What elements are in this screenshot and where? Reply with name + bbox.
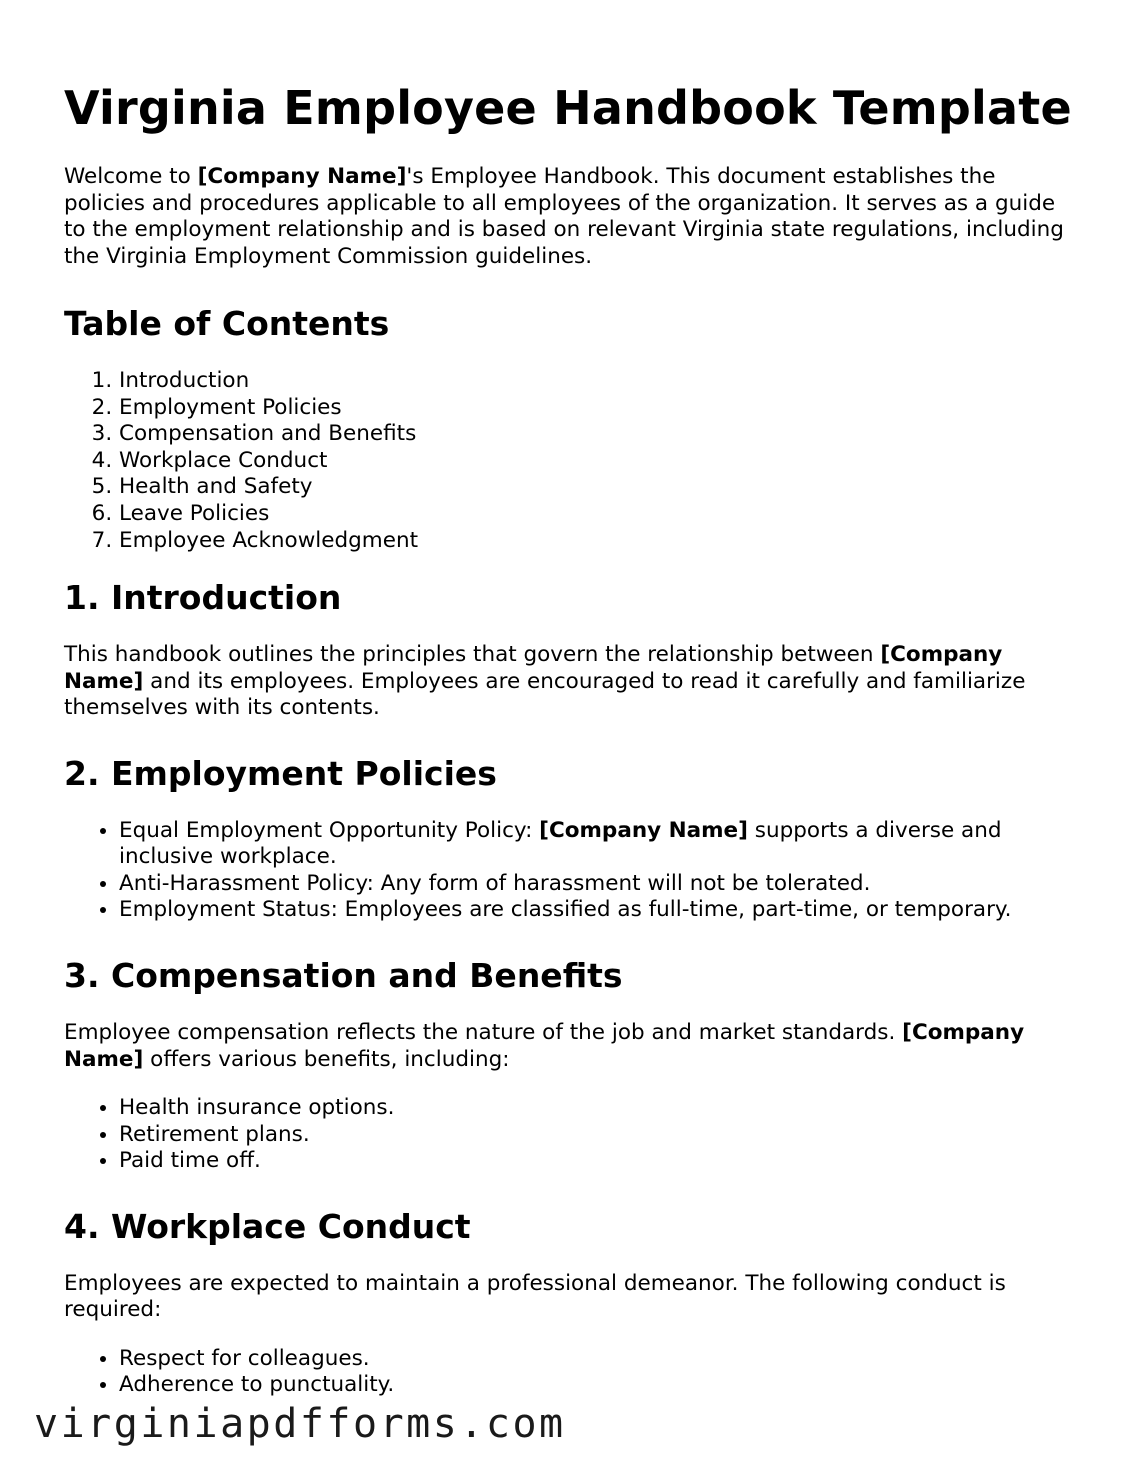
- intro-before: Welcome to: [64, 164, 198, 189]
- section-4-paragraph: Employees are expected to maintain a professional demeanor. The following conduct is required:: [64, 1270, 1006, 1323]
- list-item: • Health insurance options.: [119, 1095, 1074, 1122]
- company-name-placeholder: [Company Name]: [64, 642, 1003, 694]
- table-of-contents: [64, 368, 1074, 554]
- section-1-after: and its employees. Employees are encouraged to read it carefully and familiarize themselves with its contents.: [64, 668, 1026, 721]
- company-name-placeholder: [Company Name]: [64, 1020, 1025, 1072]
- list-item: • Adherence to punctuality.: [119, 1372, 1074, 1399]
- list-item: • Retirement plans.: [119, 1122, 1074, 1149]
- intro-after: 's Employee Handbook. This document establishes the policies and procedures applicable to all employees of the organization. It serves as a guide to the employment relationship and is based on relevant Virginia state regulations, including the Virginia Employment Commission guidelines.: [64, 164, 1064, 269]
- benefits-list: [64, 1095, 1074, 1175]
- section-1-paragraph: [64, 642, 1074, 722]
- policy-eeo-after: supports a diverse and inclusive workplace.: [119, 817, 1002, 870]
- employment-policies-list: [64, 818, 1074, 924]
- conduct-list: [64, 1346, 1074, 1399]
- list-item: • Paid time off.: [119, 1148, 1074, 1175]
- section-3-heading: 3. Compensation and Benefits: [64, 956, 623, 996]
- document-page: [64, 78, 1074, 1399]
- company-name-placeholder: [Company Name]: [197, 164, 407, 189]
- list-item: • Respect for colleagues.: [119, 1346, 1074, 1373]
- toc-heading: Table of Contents: [64, 304, 390, 343]
- toc-item: 6. Leave Policies: [119, 501, 1074, 528]
- section-1-heading: 1. Introduction: [64, 578, 342, 618]
- company-name-placeholder: [Company Name]: [539, 817, 748, 843]
- toc-item: 4. Workplace Conduct: [119, 448, 1074, 475]
- intro-paragraph: [64, 164, 1074, 270]
- toc-item: 5. Health and Safety: [119, 474, 1074, 501]
- page-title: Virginia Employee Handbook Template: [64, 81, 1072, 135]
- policy-eeo-before: Equal Employment Opportunity Policy:: [119, 817, 540, 843]
- toc-item: 1. Introduction: [119, 368, 1074, 395]
- toc-item: 2. Employment Policies: [119, 395, 1074, 422]
- toc-item: 7. Employee Acknowledgment: [119, 528, 1074, 555]
- site-watermark: virginiapdfforms.com: [34, 1401, 566, 1447]
- section-3-paragraph: [64, 1020, 1074, 1073]
- section-4-heading: 4. Workplace Conduct: [64, 1206, 471, 1246]
- list-item: • Anti-Harassment Policy: Any form of harassment will not be tolerated.: [119, 871, 1074, 898]
- list-item: [119, 818, 1074, 871]
- section-3-after: offers various benefits, including:: [143, 1046, 510, 1072]
- section-1-before: This handbook outlines the principles that govern the relationship between: [64, 642, 881, 668]
- section-3-before: Employee compensation reflects the nature of the job and market standards.: [64, 1020, 903, 1046]
- list-item: • Employment Status: Employees are classified as full-time, part-time, or temporary.: [119, 897, 1074, 924]
- toc-item: 3. Compensation and Benefits: [119, 421, 1074, 448]
- section-2-heading: 2. Employment Policies: [64, 753, 497, 793]
